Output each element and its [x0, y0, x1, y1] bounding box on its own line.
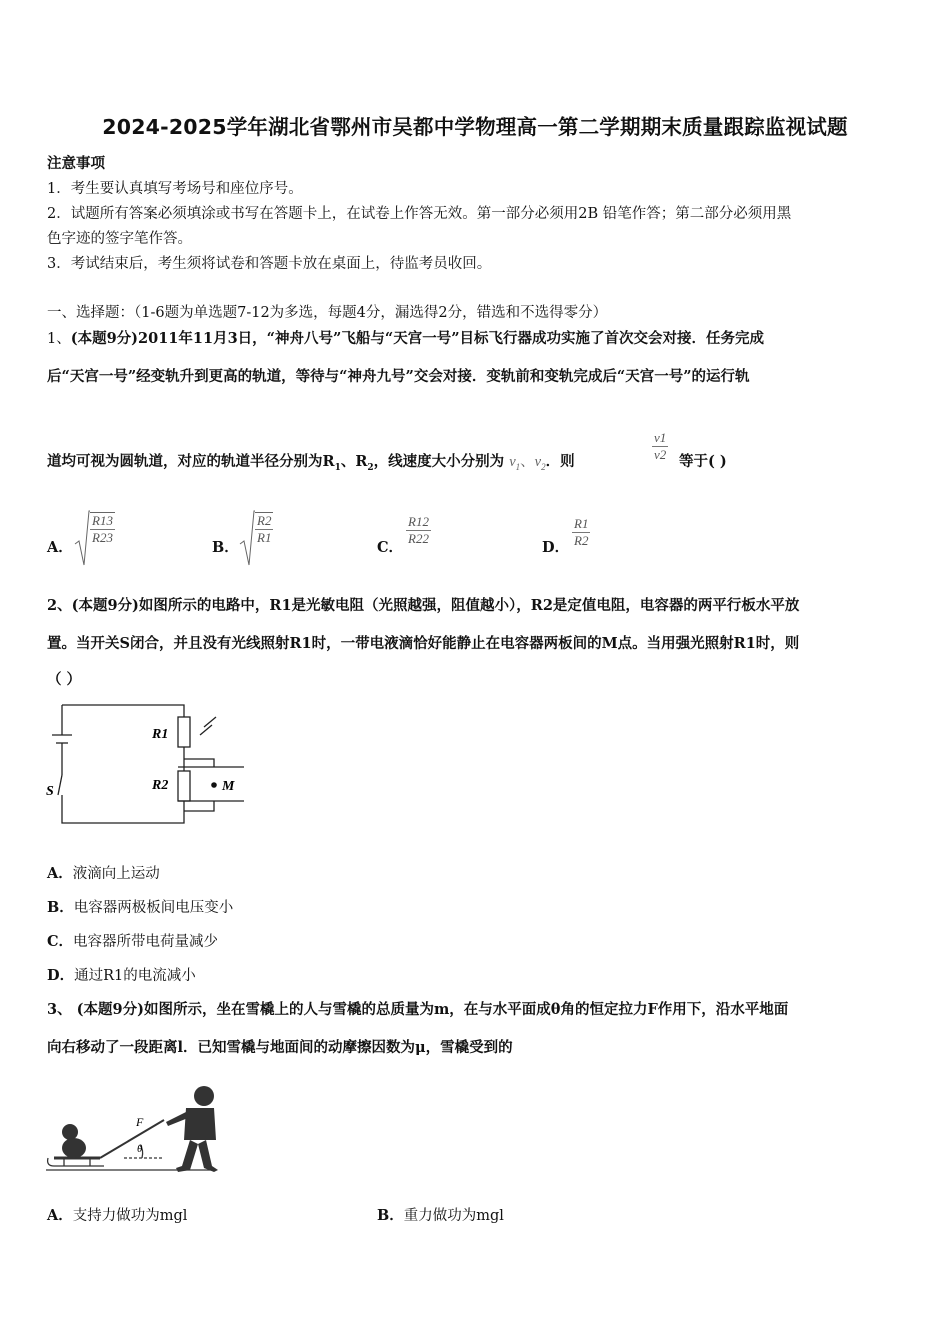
- q1-text-1: (本题9分)2011年11月3日，“神舟八号”飞船与“天宫一号”目标飞行器成功实施了首次交会对接．任务完成: [70, 330, 765, 347]
- q1-then: ．则: [545, 453, 575, 470]
- q1-v1: $v_1$: [509, 454, 521, 472]
- q1-option-c-fraction: [406, 514, 431, 547]
- q2-circuit-diagram: [44, 697, 254, 827]
- notice-item-2-cont: 色字迹的签字笔作答。: [47, 231, 192, 247]
- q3-line-1: 3、 (本题9分)如图所示，坐在雪橇上的人与雪橇的总质量为m，在与水平面成θ角的恒定拉力F作用下，沿水平地面: [47, 1001, 789, 1018]
- q3-line-2: 向右移动了一段距离l．已知雪橇与地面间的动摩擦因数为μ，雪橇受到的: [47, 1039, 513, 1056]
- q1-option-a-sqrt: [74, 510, 115, 546]
- r1-resistor-icon: [178, 717, 190, 747]
- q1-line-3: [47, 450, 575, 473]
- q1-text-3a: 道均可视为圆轨道，对应的轨道半径分别为R: [47, 453, 335, 470]
- q1-option-b-label: B．: [212, 539, 239, 556]
- q1-ratio-num: v1: [654, 430, 667, 445]
- q2-line-3: （ ）: [47, 671, 82, 688]
- q1-option-d-num: R1: [574, 516, 589, 531]
- q1-option-a-den: R23: [92, 530, 113, 545]
- q1-ratio-den: v2: [654, 447, 667, 462]
- q2-line-2: 置。当开关S闭合，并且没有光线照射R1时，一带电液滴恰好能静止在电容器两板间的M点。当用强光照射R1时，则: [47, 635, 800, 652]
- q1-ratio-fraction: [652, 430, 668, 463]
- circuit-label-s: S: [46, 784, 54, 799]
- q1-line-1: [47, 327, 764, 348]
- adult-body-icon: [184, 1108, 216, 1140]
- circuit-top-wire: [62, 705, 184, 717]
- q1-option-d-label: D．: [542, 539, 570, 556]
- q1-option-c-label: C．: [377, 539, 404, 556]
- rope-icon: [100, 1120, 164, 1158]
- q2-choice-b: B．电容器两极板间电压变小: [47, 899, 234, 916]
- angle-label-theta: θ: [137, 1143, 143, 1155]
- exam-title: 2024-2025学年湖北省鄂州市吴都中学物理高一第二学期期末质量跟踪监视试题: [102, 115, 848, 139]
- q1-option-b-fraction: [255, 512, 273, 546]
- q2-choice-c: C．电容器所带电荷量减少: [47, 933, 219, 950]
- q2-choice-d: D．通过R1的电流减小: [47, 967, 196, 984]
- q1-option-b-sqrt: [239, 510, 273, 546]
- adult-head-icon: [194, 1086, 214, 1106]
- light-arrow-icon: [204, 717, 216, 727]
- q1-number: 1、: [47, 331, 71, 347]
- q1-option-a-num: R13: [92, 513, 113, 528]
- q1-option-d-fraction: [572, 516, 590, 549]
- droplet-m-icon: [211, 782, 217, 788]
- q1-v2: $v_2$: [534, 454, 546, 472]
- circuit-label-r1: R1: [152, 727, 169, 742]
- q3-choice-a: A．支持力做功为mgl: [47, 1207, 188, 1224]
- section-heading: 一、选择题：（1-6题为单选题7-12为多选，每题4分，漏选得2分，错选和不选得零分）: [47, 305, 608, 321]
- q1-sep: 、: [520, 454, 535, 470]
- force-label-f: F: [136, 1115, 144, 1129]
- q1-sub-1: 1: [334, 462, 341, 473]
- q1-option-d-den: R2: [574, 533, 589, 548]
- q1-option-b-den: R1: [257, 530, 272, 545]
- circuit-bottom-wire: [62, 795, 184, 823]
- q2-choice-a: A．液滴向上运动: [47, 865, 160, 882]
- q1-sub-2: 2: [367, 462, 374, 473]
- q1-option-a-fraction: [90, 512, 115, 546]
- q1-text-3mid: 、R: [340, 453, 368, 470]
- q1-text-3b: ，线速度大小分别为: [373, 453, 505, 470]
- circuit-label-m: M: [222, 779, 235, 794]
- q3-sled-figure: [44, 1078, 219, 1176]
- notice-item-1: 1．考生要认真填写考场号和座位序号。: [47, 181, 303, 197]
- circuit-label-r2: R2: [152, 778, 169, 793]
- notice-item-2: 2．试题所有答案必须填涂或书写在答题卡上，在试卷上作答无效。第一部分必须用2B 铅笔作答；第二部分必须用黑: [47, 206, 792, 222]
- r2-resistor-icon: [178, 771, 190, 801]
- q3-choice-b: B．重力做功为mgl: [377, 1207, 504, 1224]
- child-head-icon: [62, 1124, 78, 1140]
- q1-option-c-num: R12: [408, 514, 429, 529]
- notice-heading: 注意事项: [47, 155, 105, 172]
- q1-option-b-num: R2: [257, 513, 272, 528]
- q2-line-1: 2、(本题9分)如图所示的电路中，R1是光敏电阻（光照越强，阻值越小），R2是定值电阻，电容器的两平行板水平放: [47, 597, 800, 614]
- q1-option-c-den: R22: [408, 531, 429, 546]
- q1-equals: 等于( ): [679, 453, 727, 470]
- notice-item-3: 3．考试结束后，考生须将试卷和答题卡放在桌面上，待监考员收回。: [47, 256, 492, 272]
- q1-option-a-label: A．: [47, 539, 73, 556]
- switch-icon: [58, 775, 62, 795]
- q1-line-2: 后“天宫一号”经变轨升到更高的轨道，等待与“神舟九号”交会对接．变轨前和变轨完成后“天宫一号”的运行轨: [47, 368, 750, 385]
